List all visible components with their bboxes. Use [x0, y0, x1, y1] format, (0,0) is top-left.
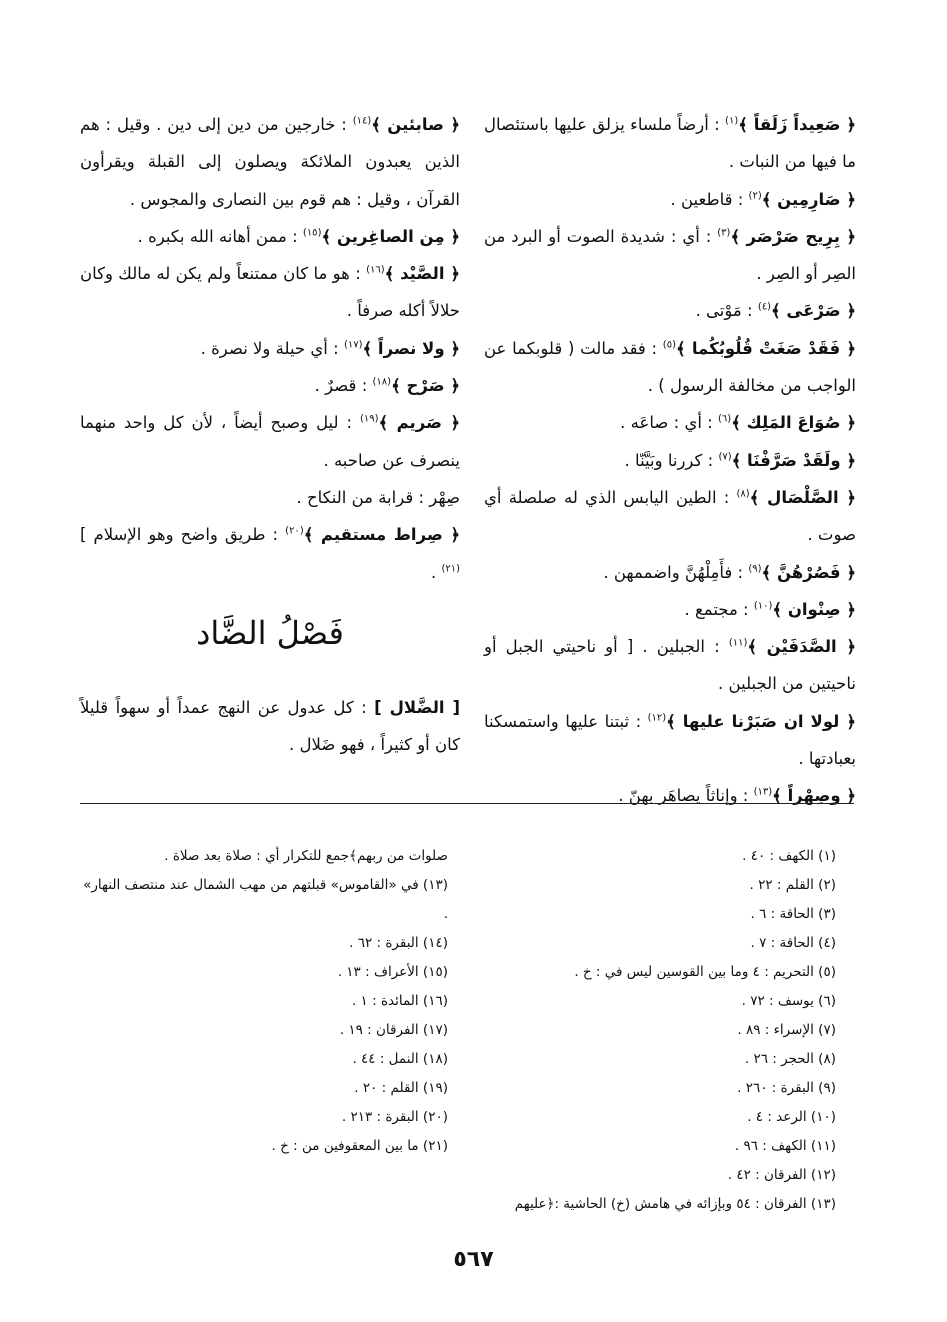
entry-term: ﴿ الصَّدَفَيْن ﴾	[747, 637, 856, 657]
entry	[80, 106, 460, 218]
footnote-ref: (١٨)	[372, 376, 392, 388]
entry-term: ﴿ صِنْوان ﴾	[772, 599, 856, 619]
footnote-ref: (٨)	[736, 488, 750, 500]
entry-definition: : ممن أهانه الله بكبره .	[137, 226, 303, 246]
footnote-ref: (١٣)	[753, 786, 773, 798]
entry-definition: : كررنا وبَيَّنّا .	[624, 450, 719, 470]
footnote: (٢١) ما بين المعقوفين من : خ .	[271, 1138, 448, 1154]
footnote: (١٣) الفرقان : ٥٤ وبإزائه في هامش (خ) الحاشية :﴿عليهم	[514, 1196, 836, 1212]
entry-definition: : أي : صاعَه .	[620, 413, 718, 433]
entry	[80, 255, 460, 330]
entry	[80, 218, 460, 255]
entry-definition: .	[430, 562, 442, 582]
entry-term: ﴿ الصَّيْد ﴾	[384, 264, 460, 284]
entry	[484, 628, 856, 703]
footnote: (٧) الإسراء : ٨٩ .	[737, 1022, 836, 1038]
entry-term: [ الضَّلال ]	[374, 697, 460, 717]
footnote: (٥) التحريم : ٤ وما بين القوسين ليس في : خ .	[574, 964, 836, 980]
entry-term: ﴿ صَارِمِين ﴾	[761, 189, 856, 209]
footnote: (٢) القلم : ٢٢ .	[749, 877, 836, 893]
footnote-ref: (١)	[725, 115, 739, 127]
footnote-ref: (٦)	[718, 413, 732, 425]
section-title: فَصْلُ الضَّاد	[196, 613, 344, 652]
entry	[80, 479, 460, 516]
entry	[484, 181, 856, 218]
entry-definition: : كل عدول عن النهج عمداً أو سهواً قليلاً كان أو كثيراً ، فهو ضَلال .	[80, 697, 460, 755]
footnotes-left	[80, 842, 448, 1161]
footnotes-right	[484, 842, 836, 1219]
entry-definition: : قاطعين .	[670, 189, 749, 209]
entry-definition: : أرضاً ملساء يزلق عليها باستئصال ما فيها من النبات .	[484, 115, 856, 172]
footnote-ref: (٢٠)	[285, 525, 304, 537]
footnote: صلوات من ربهم﴾جمع للتكرار أي : صلاة بعد صلاة .	[164, 848, 448, 864]
entry-term: ﴿ ولَقَدْ صَرَّفْنَا ﴾	[731, 450, 856, 470]
footnote: (٨) الحجر : ٢٦ .	[744, 1051, 836, 1067]
footnote-ref: (١٤)	[352, 115, 372, 127]
page-number: ٥٦٧	[453, 1247, 494, 1272]
footnote: (١٤) البقرة : ٦٢ .	[349, 935, 448, 951]
entry	[484, 330, 856, 405]
footnote: (١١) الكهف : ٩٦ .	[734, 1138, 836, 1154]
footnote-ref: (٢١)	[441, 563, 460, 575]
footnote: (١٧) الفرقان : ١٩ .	[339, 1022, 448, 1038]
entry-term: ﴿ وصِهْراً ﴾	[772, 786, 856, 806]
footnote-ref: (٢)	[748, 190, 762, 202]
entry-term: ﴿ لولا ان صَبَرْنا عليها ﴾	[666, 711, 856, 731]
footnote-ref: (١٥)	[302, 227, 322, 239]
entry-definition: : خارجين من دين إلى دين . وقيل : هم الذين يعبدون الملائكة ويصلون إلى القبلة ويقرأون القرآن ، وقيل : هم قوم بين النصارى والمجوس .	[80, 115, 460, 209]
entry-term: ﴿ صَريم ﴾	[378, 413, 460, 433]
entry-definition: صِهْر : قرابة من النكاح .	[296, 487, 460, 507]
entry-term: ﴿ صِراط مستقيم ﴾	[303, 525, 460, 545]
left-column	[80, 106, 460, 763]
footnote-ref: (١٦)	[366, 264, 385, 276]
entry-term: ﴿ مِن الصاغِرين ﴾	[321, 226, 460, 246]
entry-term: ﴿ ولا نصراً ﴾	[362, 338, 460, 358]
footnote-ref: (٧)	[718, 451, 732, 463]
entry	[484, 703, 856, 778]
entry-definition: : هو ما كان ممتنعاً ولم يكن له مالك وكان حلالاً أكله صرفاً .	[80, 264, 460, 321]
footnote: (٦) يوسف : ٧٢ .	[741, 993, 836, 1009]
entry	[80, 330, 460, 367]
entry-term: ﴿ بِرِيح صَرْصَر ﴾	[730, 226, 856, 246]
entry-definition: : أي حيلة ولا نصرة .	[200, 338, 344, 358]
footnote: (١) الكهف : ٤٠ .	[742, 848, 836, 864]
entry	[484, 591, 856, 628]
footnote: (١٩) القلم : ٢٠ .	[354, 1080, 448, 1096]
entry-definition: : الجبلين . [ أو ناحيتي الجبل أو ناحيتين من الجبلين .	[484, 637, 856, 694]
entry-definition: : الطين اليابس الذي له صلصلة أي صوت .	[484, 487, 856, 545]
entry-term: ﴿ صَرْعَى ﴾	[771, 301, 856, 321]
entry	[80, 367, 460, 404]
right-column	[484, 106, 856, 815]
entry	[80, 689, 460, 764]
footnote-divider	[80, 803, 854, 804]
footnote-ref: (١١)	[728, 637, 748, 649]
footnote-ref: (١٩)	[359, 413, 379, 425]
entry-definition: : ثبتنا عليها واستمسكنا بعبادتها .	[484, 711, 856, 769]
entry	[80, 516, 460, 591]
entry	[484, 479, 856, 554]
footnote: (١٣) في «القاموس» قبلتهم من مهب الشمال عند منتصف النهار» .	[83, 877, 448, 922]
footnote-ref: (٣)	[717, 227, 731, 239]
entry	[484, 777, 856, 814]
entry-term: ﴿ صَرْح ﴾	[391, 376, 460, 396]
entry-definition: : أي : شديدة الصوت أو البرد من الصِر أو الصِر .	[484, 226, 856, 284]
entry-definition: : طريق واضح وهو الإسلام ]	[80, 525, 286, 545]
entry-definition: : فقد مالت ( قلوبكما عن الواجب من مخالفة الرسول ) .	[484, 338, 856, 396]
footnote-ref: (٤)	[757, 301, 771, 313]
entry-definition: : فأَمِلْهُنَّ واضممهن .	[603, 562, 749, 582]
footnote: (١٠) الرعد : ٤ .	[747, 1109, 836, 1125]
entry	[484, 106, 856, 181]
entry-definition: : مَوْتى .	[695, 301, 758, 321]
entry	[484, 554, 856, 591]
entry	[484, 218, 856, 293]
entry	[484, 404, 856, 441]
footnote-ref: (١٠)	[753, 600, 773, 612]
entry-definition: : وإناثاً يصاهَر بهنّ .	[618, 786, 754, 806]
entry	[484, 292, 856, 329]
entry	[80, 404, 460, 479]
entry-definition: : ليل وصبح أيضاً ، لأن كل واحد منهما ينصرف عن صاحبه .	[80, 413, 460, 470]
entry-term: ﴿ الصَّلْصَال ﴾	[749, 487, 856, 507]
footnote-ref: (١٧)	[343, 339, 363, 351]
footnote: (٤) الحاقة : ٧ .	[750, 935, 836, 951]
footnote-ref: (٩)	[748, 563, 762, 575]
footnote-ref: (٥)	[662, 339, 676, 351]
footnote: (١٨) النمل : ٤٤ .	[352, 1051, 448, 1067]
entry-definition: : مجتمع .	[684, 599, 754, 619]
footnote: (٩) البقرة : ٢٦٠ .	[737, 1080, 836, 1096]
entry-term: ﴿ صُوَاعَ المَلِك ﴾	[731, 413, 856, 433]
footnote-ref: (١٢)	[647, 712, 667, 724]
footnote: (٣) الحاقة : ٦ .	[750, 906, 836, 922]
entry-definition: : قصرٌ .	[314, 376, 373, 396]
footnote: (٢٠) البقرة : ٢١٣ .	[341, 1109, 448, 1125]
footnote: (١٢) الفرقان : ٤٢ .	[727, 1167, 836, 1183]
entry-term: ﴿ فَصُرْهُنَّ ﴾	[761, 562, 856, 582]
entry-term: ﴿ فَقَدْ صَغَتْ قُلُوبُكُما ﴾	[675, 338, 856, 358]
entry-term: ﴿ صَعِيداً زَلَقاً ﴾	[738, 115, 856, 134]
entry	[484, 442, 856, 479]
footnote: (١٥) الأعراف : ١٣ .	[337, 964, 448, 980]
entry-term: ﴿ صابئين ﴾	[371, 115, 460, 134]
footnote: (١٦) المائدة : ١ .	[351, 993, 448, 1009]
